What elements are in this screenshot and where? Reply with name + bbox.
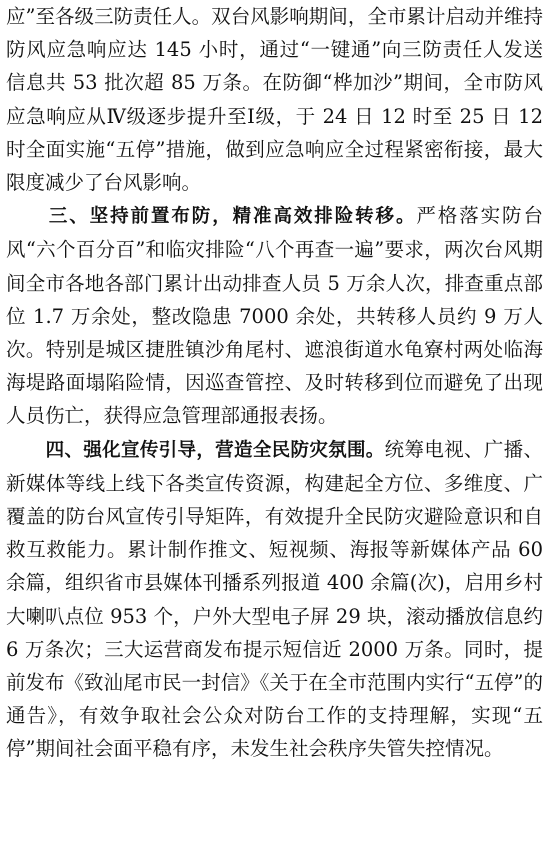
section-four-heading: 四、强化宣传引导，营造全民防灾氛围。 [45, 439, 385, 461]
section-three-heading: 三、坚持前置布防，精准高效排险转移。 [48, 206, 417, 228]
paragraph-body: 应”至各级三防责任人。双台风影响期间，全市累计启动并维持防风应急响应达 145 小时，通过“一键通”向三防责任人发送信息共 53 批次超 85 万条。在防御“桦加沙”期间，全市防风应急响应从Ⅳ级逐步提升至Ⅰ级，于 24 日 12 时至 25 日 12 时全面实施“五停”措施，做到应急响应全过程紧密衔接，最大限度减少了台风影响。 [6, 5, 543, 195]
paragraph-section-four [6, 433, 543, 766]
section-three-body: 严格落实防台风“六个百分百”和临灾排险“八个再查一遍”要求，两次台风期间全市各地各部门累计出动排查人员 5 万余人次，排查重点部位 1.7 万余处，整改隐患 7000 余处，共转移人员约 9 万人次。特别是城区捷胜镇沙角尾村、遮浪街道水龟寮村两处临海海堤路面塌陷险情，因巡查管控、及时转移到位而避免了出现人员伤亡，获得应急管理部通报表扬。 [6, 204, 543, 428]
paragraph-section-three [6, 199, 543, 432]
paragraph-response [6, 0, 543, 199]
section-four-body: 统筹电视、广播、新媒体等线上线下各类宣传资源，构建起全方位、多维度、广覆盖的防台风宣传引导矩阵，有效提升全民防灾避险意识和自救互救能力。累计制作推文、短视频、海报等新媒体产品 60 余篇，组织省市县媒体刊播系列报道 400 余篇(次)，启用乡村大喇叭点位 953 个，户外大型电子屏 29 块，滚动播放信息约 6 万条次；三大运营商发布提示短信近 2000 万条。同时，提前发布《致汕尾市民一封信》《关于在全市范围内实行“五停”的通告》，有效争取社会公众对防台工作的支持理解，实现“五停”期间社会面平稳有序，未发生社会秩序失管失控情况。 [6, 437, 543, 761]
